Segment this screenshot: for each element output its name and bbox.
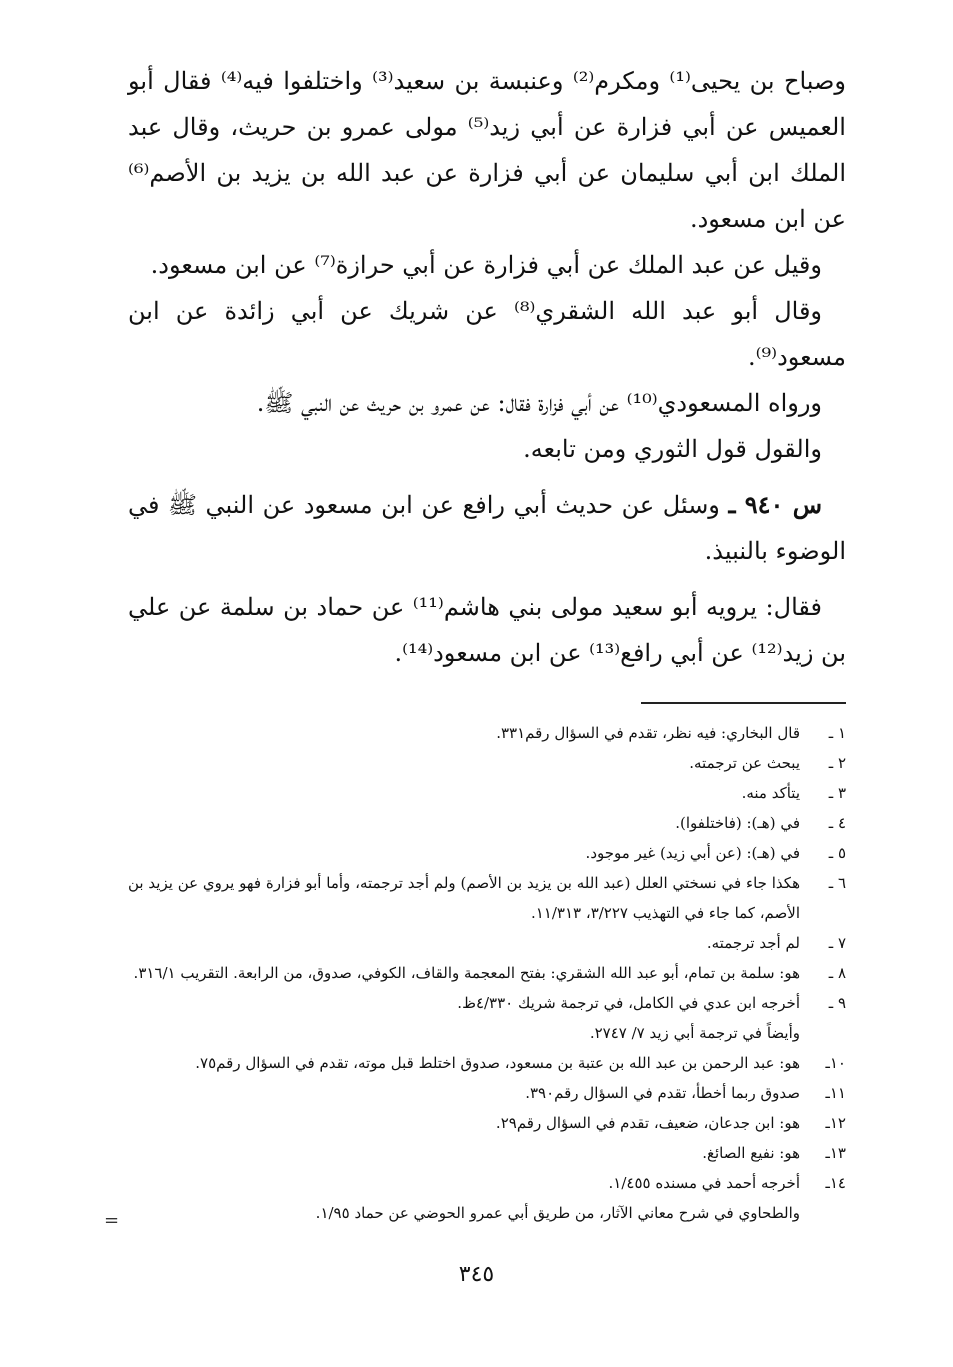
paragraph-2: وقيل عن عبد الملك عن أبي فزارة عن أبي حرازة⁽⁷⁾ عن ابن مسعود. bbox=[150, 251, 822, 279]
footnote: ٩ ـ أخرجه ابن عدي في الكامل، في ترجمة شريك ٤/٣٣٠ظ. bbox=[457, 994, 846, 1012]
footnotes bbox=[128, 718, 846, 1228]
question-number: س ٩٤٠ ـ bbox=[728, 490, 823, 519]
paragraph-3: وقال أبو عبد الله الشقري⁽⁸⁾ عن شريك عن أبي زائدة عن ابن مسعود⁽⁹⁾. bbox=[128, 297, 846, 371]
paragraph-4: ورواه المسعودي⁽¹⁰⁾ عن أبي فزارة فقال: عن عمرو بن حريث عن النبي ﷺ. bbox=[256, 389, 822, 417]
footnote: ٥ ـ في (هـ): (عن أبي زيد) غير موجود. bbox=[585, 844, 846, 862]
paragraph-1: وصباح بن يحيى⁽¹⁾ ومكرم⁽²⁾ وعنبسة بن سعيد⁽³⁾ واختلفوا فيه⁽⁴⁾ فقال أبو العميس عن أبي فزارة عن أبي زيد⁽⁵⁾ مولى عمرو بن حريث، وقال عبد الملك ابن أبي سليمان عن أبي فزارة عن عبد الله بن يزيد بن الأصم⁽⁶⁾ عن ابن مسعود. bbox=[128, 67, 847, 233]
footnote: ١٣ـ هو: نفيع الصائغ. bbox=[702, 1144, 846, 1162]
footnote: ٣ ـ يتأكد منه. bbox=[741, 784, 846, 802]
footnote: ١٠ـ هو: عبد الرحمن بن عبد الله بن عتبة بن مسعود، صدوق اختلط قبل موته، تقدم في السؤال رقم٧٥. bbox=[195, 1054, 846, 1072]
paragraph-5: والقول قول الثوري ومن تابعه. bbox=[523, 435, 822, 463]
margin-mark: = bbox=[104, 1210, 120, 1231]
footnote: ٢ ـ يبحث عن ترجمته. bbox=[689, 754, 846, 772]
footnote: ١٤ـ أخرجه أحمد في مسنده ١/٤٥٥. bbox=[608, 1174, 846, 1192]
page-body bbox=[128, 58, 846, 1228]
question-text: وسئل عن حديث أبي رافع عن ابن مسعود عن النبي ﷺ في الوضوء بالنبيذ. bbox=[128, 491, 846, 565]
footnote: ٤ ـ في (هـ): (فاختلفوا). bbox=[675, 814, 846, 832]
footnote: ٦ ـ هكذا جاء في نسختي العلل (عبد الله بن يزيد بن الأصم) ولم أجد ترجمته، وأما أبو فزارة فهو يروي عن يزيد بن الأصم، كما جاء في التهذيب ٣/٢٢٧، ١١/٣١٣. bbox=[128, 874, 846, 922]
footnote: ٨ ـ هو: سلمة بن تمام، أبو عبد الله الشقري: بفتح المعجمة والقاف، الكوفي، صدوق، من الرابعة. التقريب ٣١٦/١. bbox=[133, 964, 846, 982]
page-number: ٣٤٥ bbox=[458, 1262, 495, 1287]
footnote: ١ ـ قال البخاري: فيه نظر، تقدم في السؤال رقم٣٣١. bbox=[496, 724, 846, 742]
answer-paragraph: فقال: يرويه أبو سعيد مولى بني هاشم⁽¹¹⁾ عن حماد بن سلمة عن علي بن زيد⁽¹²⁾ عن أبي رافع⁽¹³⁾ عن ابن مسعود⁽¹⁴⁾. bbox=[128, 593, 846, 667]
footnote: ٧ ـ لم أجد ترجمته. bbox=[706, 934, 846, 952]
footnote-continuation: والطحاوي في شرح معاني الآثار، من طريق أبي عمرو الحوضي عن حماد ١/٩٥. bbox=[315, 1204, 800, 1222]
footnote: ١٢ـ هو: ابن جدعان، ضعيف، تقدم في السؤال رقم٢٩. bbox=[495, 1114, 846, 1132]
main-text bbox=[128, 58, 846, 676]
question-paragraph bbox=[128, 482, 846, 574]
footnote-continuation: وأيضاً في ترجمة أبي زيد ٧/ ٢٧٤٧. bbox=[589, 1024, 800, 1042]
footnote-separator bbox=[641, 702, 846, 704]
footnote: ١١ـ صدوق ربما أخطأ، تقدم في السؤال رقم٣٩٠. bbox=[525, 1084, 846, 1102]
